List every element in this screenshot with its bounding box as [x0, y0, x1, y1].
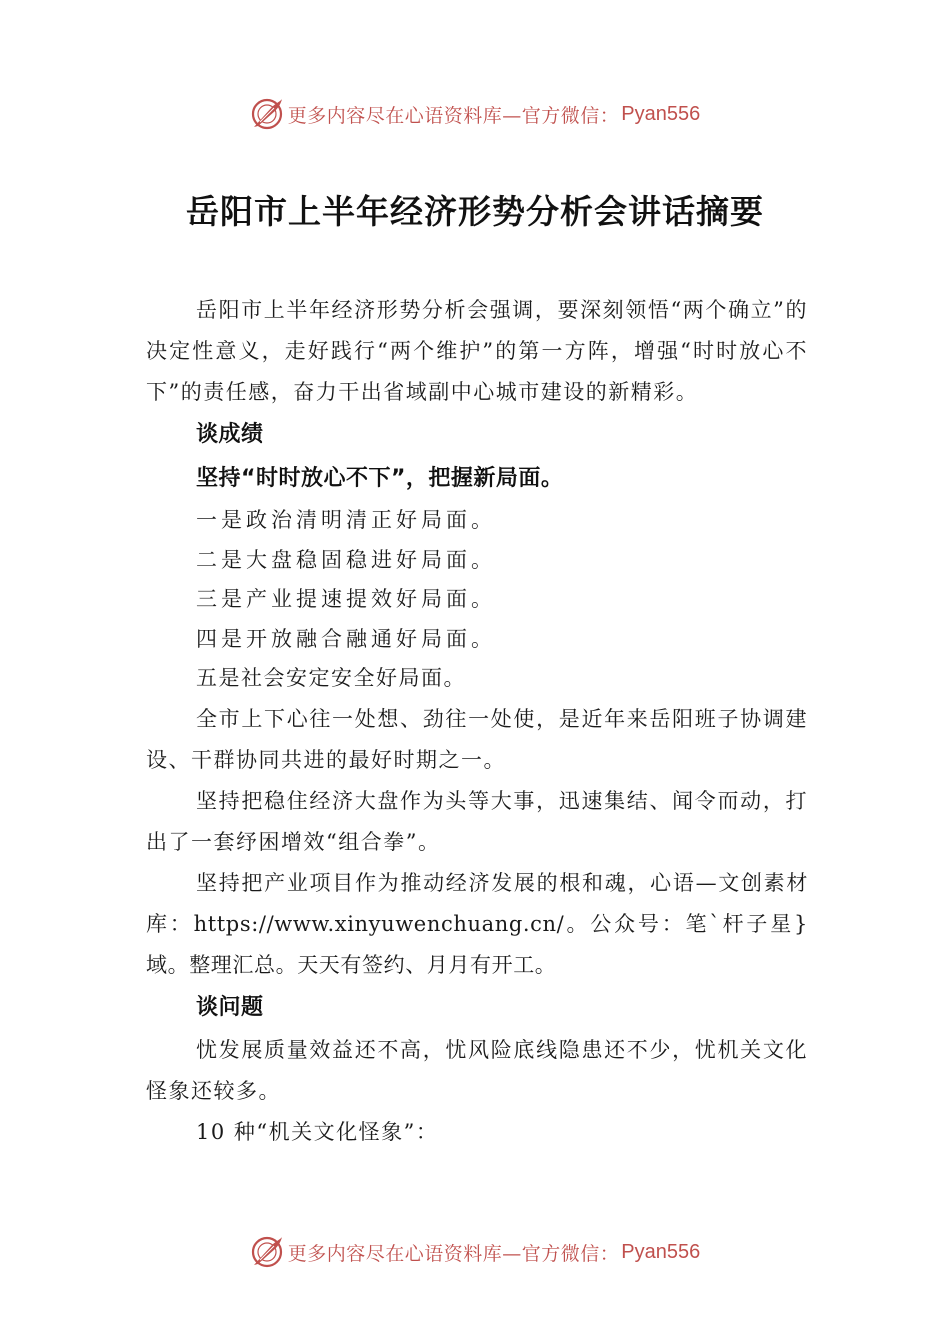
banner-wechat-handle: Pyan556	[621, 102, 701, 125]
document-body	[146, 290, 808, 1153]
footer-banner	[0, 1232, 950, 1272]
section-heading-achievements: 谈成绩	[196, 422, 264, 447]
quill-pen-icon	[250, 97, 284, 131]
body-paragraph: 坚持把稳住经济大盘作为头等大事，迅速集结、闻令而动，打出了一套纾困增效“组合拳”。	[146, 788, 808, 854]
header-banner	[0, 94, 950, 134]
quill-pen-icon	[250, 1235, 284, 1269]
banner-promo-text: 更多内容尽在心语资料库—官方微信：	[287, 1242, 620, 1265]
banner-wechat-handle: Pyan556	[621, 1240, 701, 1263]
list-item: 三是产业提速提效好局面。	[196, 587, 496, 611]
section-subheading: 坚持“时时放心不下”，把握新局面。	[196, 466, 564, 491]
document-title: 岳阳市上半年经济形势分析会讲话摘要	[186, 192, 764, 231]
intro-paragraph: 岳阳市上半年经济形势分析会强调，要深刻领悟“两个确立”的决定性意义，走好践行“两个维护”的第一方阵，增强“时时放心不下”的责任感，奋力干出省域副中心城市建设的新精彩。	[146, 298, 808, 404]
banner-promo-text: 更多内容尽在心语资料库—官方微信：	[287, 104, 620, 127]
section-heading-problems: 谈问题	[196, 994, 264, 1020]
body-paragraph: 全市上下心往一处想、劲往一处使，是近年来岳阳班子协调建设、干群协同共进的最好时期之一。	[146, 706, 808, 772]
list-item: 四是开放融合融通好局面。	[196, 626, 496, 651]
body-paragraph: 10 种“机关文化怪象”：	[196, 1119, 439, 1144]
body-paragraph: 忧发展质量效益还不高，忧风险底线隐患还不少，忧机关文化怪象还较多。	[146, 1037, 808, 1103]
list-item: 五是社会安定安全好局面。	[196, 666, 466, 690]
list-item: 二是大盘稳固稳进好局面。	[196, 547, 496, 572]
body-paragraph: 坚持把产业项目作为推动经济发展的根和魂，心语—文创素材库：https://www.xinyuwenchuang.cn/。公众号：笔`杆子星}域。整理汇总。天天有签约、月月有开工。	[146, 870, 808, 977]
list-item: 一是政治清明清正好局面。	[196, 508, 496, 532]
